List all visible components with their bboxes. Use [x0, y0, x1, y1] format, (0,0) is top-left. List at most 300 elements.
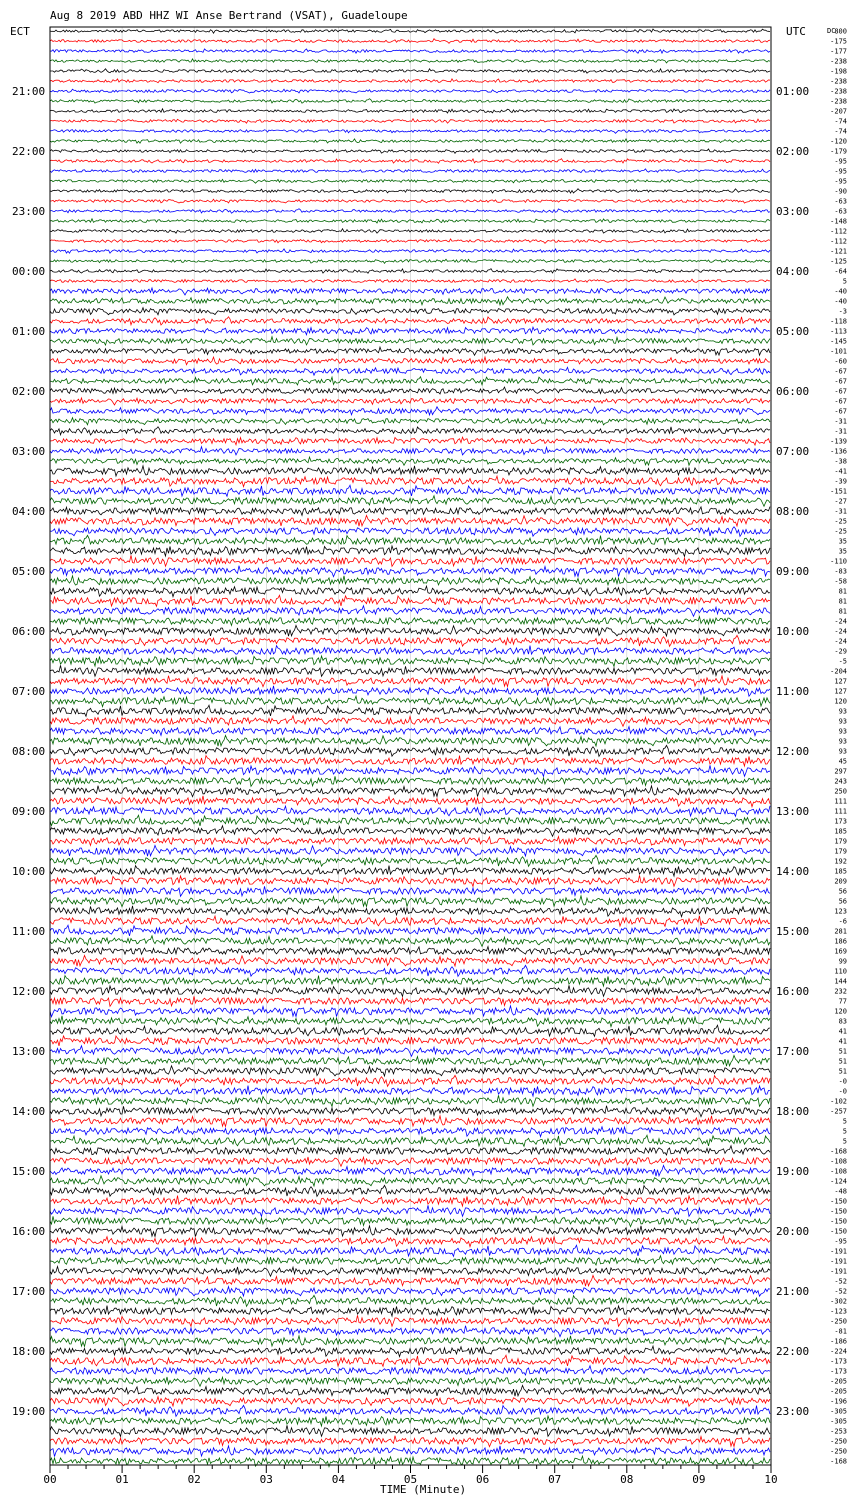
trace-offset-label: -173	[830, 1357, 847, 1366]
right-hour-label: 09:00	[776, 565, 810, 578]
right-hour-label: 01:00	[776, 85, 810, 98]
trace-offset-label: -191	[830, 1247, 847, 1256]
trace-offset-label: -250	[830, 1447, 847, 1456]
trace-line	[50, 418, 770, 425]
trace-offset-label: 192	[834, 857, 847, 866]
trace-offset-label: -38	[834, 457, 847, 466]
trace-offset-label: 173	[834, 817, 847, 826]
trace-offset-label: -25	[834, 517, 847, 526]
trace-line	[50, 1165, 770, 1176]
right-hour-label: 20:00	[776, 1225, 810, 1238]
trace-offset-label: 120	[834, 1007, 847, 1016]
trace-offset-label: -31	[834, 507, 847, 516]
trace-line	[50, 59, 770, 63]
trace-line	[50, 1405, 770, 1416]
trace-line	[50, 179, 770, 183]
trace-line	[50, 457, 770, 465]
trace-line	[50, 347, 770, 355]
trace-line	[50, 288, 770, 295]
trace-offset-label: 179	[834, 837, 847, 846]
trace-line	[50, 199, 770, 203]
trace-offset-label: -95	[834, 157, 847, 166]
trace-offset-label: 5	[842, 277, 847, 286]
trace-offset-label: 127	[834, 687, 847, 696]
trace-offset-label: -145	[830, 337, 847, 346]
left-hour-label: 13:00	[12, 1045, 46, 1058]
trace-line	[50, 896, 770, 907]
trace-offset-label: -74	[834, 127, 847, 136]
trace-line	[50, 696, 770, 707]
trace-offset-label: 185	[834, 827, 847, 836]
trace-offset-label: 93	[838, 737, 847, 746]
trace-offset-label: -3	[838, 307, 847, 316]
right-hour-labels	[776, 85, 809, 1418]
right-hour-label: 05:00	[776, 325, 810, 338]
trace-line	[50, 387, 770, 394]
minute-gridlines	[122, 27, 699, 1465]
trace-offset-label: -179	[830, 147, 847, 156]
left-hour-label: 02:00	[12, 385, 46, 398]
trace-line	[50, 1075, 770, 1086]
trace-line	[50, 546, 770, 556]
trace-line	[50, 1036, 770, 1046]
trace-line	[50, 665, 770, 676]
trace-line	[50, 99, 770, 104]
trace-offset-label: -175	[830, 37, 847, 46]
trace-line	[50, 1287, 770, 1297]
trace-line	[50, 139, 770, 143]
left-hour-label: 09:00	[12, 805, 46, 818]
left-hour-label: 14:00	[12, 1105, 46, 1118]
trace-line	[50, 1127, 770, 1137]
right-hour-label: 02:00	[776, 145, 810, 158]
trace-line	[50, 1355, 770, 1366]
trace-line	[50, 159, 770, 164]
trace-offset-label: -150	[830, 1217, 847, 1226]
trace-line	[50, 1196, 770, 1206]
trace-line	[50, 49, 770, 53]
trace-offset-label: -102	[830, 1097, 847, 1106]
trace-line	[50, 1377, 770, 1386]
trace-line	[50, 936, 770, 947]
trace-line	[50, 1006, 770, 1017]
trace-line	[50, 29, 770, 33]
trace-offset-label: 77	[838, 997, 847, 1006]
trace-offset-label: -186	[830, 1337, 847, 1346]
trace-offset-label: 179	[834, 847, 847, 856]
trace-line	[50, 1176, 770, 1186]
trace-offset-label: 81	[838, 587, 847, 596]
trace-offset-label: -64	[834, 267, 847, 276]
trace-offset-label: -112	[830, 237, 847, 246]
trace-line	[50, 149, 770, 153]
trace-offset-label: -191	[830, 1267, 847, 1276]
trace-offset-label: 99	[838, 957, 847, 966]
trace-line	[50, 377, 770, 385]
trace-line	[50, 786, 770, 797]
trace-offset-label: -205	[830, 1377, 847, 1386]
trace-offset-label: 81	[838, 597, 847, 606]
trace-offset-label: -67	[834, 387, 847, 396]
trace-offset-label: -124	[830, 1177, 847, 1186]
trace-line	[50, 1275, 770, 1286]
trace-offset-label: -250	[830, 1317, 847, 1326]
trace-line	[50, 169, 770, 173]
trace-offset-label: 111	[834, 807, 847, 816]
trace-offset-label: -207	[830, 107, 847, 116]
trace-offset-label: 127	[834, 677, 847, 686]
trace-line	[50, 308, 770, 315]
right-hour-label: 21:00	[776, 1285, 810, 1298]
trace-offset-label: -136	[830, 447, 847, 456]
right-hour-label: 12:00	[776, 745, 810, 758]
trace-offset-label: 45	[838, 757, 847, 766]
trace-offset-label: -95	[834, 1237, 847, 1246]
trace-line	[50, 249, 770, 253]
trace-offset-label: -204	[830, 667, 847, 676]
right-hour-label: 18:00	[776, 1105, 810, 1118]
trace-line	[50, 996, 770, 1007]
x-tick-label: 06	[475, 1473, 490, 1486]
trace-line	[50, 1326, 770, 1337]
trace-offset-label: -253	[830, 1427, 847, 1436]
left-hour-label: 17:00	[12, 1285, 46, 1298]
trace-line	[50, 735, 770, 746]
trace-line	[50, 1055, 770, 1066]
x-tick-label: 01	[115, 1473, 129, 1486]
trace-line	[50, 1226, 770, 1237]
trace-line	[50, 1245, 770, 1256]
trace-line	[50, 1436, 770, 1447]
trace-line	[50, 527, 770, 537]
trace-line	[50, 625, 770, 636]
trace-offset-label: -305	[830, 1407, 847, 1416]
trace-line	[50, 219, 770, 223]
trace-line	[50, 1157, 770, 1167]
left-hour-label: 04:00	[12, 505, 46, 518]
trace-offset-label: -67	[834, 397, 847, 406]
trace-line	[50, 69, 770, 73]
trace-line	[50, 1397, 770, 1407]
trace-line	[50, 1267, 770, 1277]
trace-line	[50, 955, 770, 966]
trace-line	[50, 1106, 770, 1117]
trace-line	[50, 1086, 770, 1096]
trace-offset-label: -52	[834, 1287, 847, 1296]
trace-offset-label: -196	[830, 1397, 847, 1406]
trace-offset-label: 123	[834, 907, 847, 916]
trace-offset-label: -24	[834, 627, 847, 636]
trace-offset-label: -121	[830, 247, 847, 256]
trace-offset-label: 41	[838, 1027, 847, 1036]
trace-line	[50, 965, 770, 976]
trace-offset-label: 41	[838, 1037, 847, 1046]
trace-offset-label: 93	[838, 747, 847, 756]
trace-offset-label: -90	[834, 187, 847, 196]
trace-line	[50, 1025, 770, 1036]
trace-line	[50, 297, 770, 305]
trace-offset-label: 51	[838, 1057, 847, 1066]
trace-offset-label: -74	[834, 117, 847, 126]
trace-line	[50, 1095, 770, 1106]
trace-offset-label: 144	[834, 977, 847, 986]
trace-offset-label: -238	[830, 77, 847, 86]
trace-offset-label: 81	[838, 607, 847, 616]
x-tick-label: 07	[548, 1473, 562, 1486]
trace-offset-label: 35	[838, 547, 847, 556]
trace-offset-label: -81	[834, 1327, 847, 1336]
trace-line	[50, 1385, 770, 1396]
trace-line	[50, 1425, 770, 1436]
trace-line	[50, 1416, 770, 1426]
trace-offset-label: 243	[834, 777, 847, 786]
right-hour-label: 07:00	[776, 445, 810, 458]
trace-offset-label: 93	[838, 707, 847, 716]
trace-line	[50, 1315, 770, 1326]
trace-line	[50, 845, 770, 856]
trace-line	[50, 855, 770, 866]
x-axis-label: TIME (Minute)	[380, 1483, 467, 1496]
trace-line	[50, 765, 770, 776]
trace-line	[50, 1146, 770, 1155]
trace-offset-label: 185	[834, 867, 847, 876]
trace-offset-label: -25	[834, 527, 847, 536]
trace-line	[50, 1236, 770, 1247]
left-hour-label: 19:00	[12, 1405, 46, 1418]
trace-offset-label: -112	[830, 227, 847, 236]
trace-offset-label: -125	[830, 257, 847, 266]
trace-line	[50, 745, 770, 756]
trace-line	[50, 635, 770, 646]
trace-line	[50, 886, 770, 897]
trace-line	[50, 1216, 770, 1227]
trace-offset-label: -31	[834, 427, 847, 436]
trace-line	[50, 1205, 770, 1216]
trace-line	[50, 686, 770, 696]
trace-line	[50, 1185, 770, 1196]
left-hour-label: 16:00	[12, 1225, 46, 1238]
trace-line	[50, 815, 770, 826]
x-tick-label: 00	[43, 1473, 57, 1486]
trace-offset-label: 93	[838, 727, 847, 736]
trace-offset-label: -205	[830, 1387, 847, 1396]
trace-offset-label: 111	[834, 797, 847, 806]
trace-offset-label: 120	[834, 697, 847, 706]
trace-line	[50, 357, 770, 365]
trace-offset-label: -150	[830, 1227, 847, 1236]
trace-line	[50, 485, 770, 496]
trace-line	[50, 586, 770, 597]
right-hour-label: 06:00	[776, 385, 810, 398]
x-tick-label: 05	[403, 1473, 418, 1486]
trace-offset-label: 169	[834, 947, 847, 956]
trace-offset-label: -118	[830, 317, 847, 326]
left-timezone-label: ECT	[10, 25, 30, 38]
trace-line	[50, 327, 770, 335]
trace-line	[50, 806, 770, 816]
right-hour-label: 08:00	[776, 505, 810, 518]
left-hour-label: 22:00	[12, 145, 46, 158]
left-hour-label: 12:00	[12, 985, 46, 998]
trace-line	[50, 906, 770, 917]
trace-line	[50, 79, 770, 83]
trace-offset-label: 56	[838, 897, 847, 906]
left-hour-label: 05:00	[12, 565, 46, 578]
trace-line	[50, 826, 770, 837]
trace-offset-label: -58	[834, 577, 847, 586]
trace-line	[50, 617, 770, 626]
trace-line	[50, 727, 770, 736]
trace-line	[50, 1016, 770, 1027]
trace-offset-label: -29	[834, 647, 847, 656]
trace-offset-label: -198	[830, 67, 847, 76]
offset-header: DC	[827, 27, 836, 35]
right-hour-label: 16:00	[776, 985, 810, 998]
left-hour-label: 18:00	[12, 1345, 46, 1358]
trace-line	[50, 279, 770, 283]
trace-line	[50, 576, 770, 585]
trace-line	[50, 189, 770, 193]
trace-offset-label: -123	[830, 1307, 847, 1316]
trace-offset-label: 186	[834, 937, 847, 946]
left-hour-label: 03:00	[12, 445, 46, 458]
right-hour-label: 19:00	[776, 1165, 810, 1178]
trace-offset-label: -0	[838, 1087, 847, 1096]
trace-line	[50, 1446, 770, 1457]
trace-line	[50, 1066, 770, 1076]
trace-line	[50, 866, 770, 876]
trace-offset-label: 5	[842, 1127, 847, 1136]
trace-offset-label: -238	[830, 87, 847, 96]
trace-offset-label: 51	[838, 1047, 847, 1056]
x-tick-label: 10	[764, 1473, 778, 1486]
trace-offset-label: -24	[834, 637, 847, 646]
trace-line	[50, 796, 770, 807]
trace-line	[50, 466, 770, 476]
trace-line	[50, 515, 770, 526]
trace-offset-label: -177	[830, 47, 847, 56]
trace-offset-label: -113	[830, 327, 847, 336]
trace-line	[50, 39, 770, 44]
trace-line	[50, 1046, 770, 1057]
trace-line	[50, 837, 770, 846]
trace-offset-label: 232	[834, 987, 847, 996]
trace-line	[50, 1256, 770, 1265]
trace-offset-label: -6	[838, 917, 847, 926]
trace-line	[50, 646, 770, 655]
trace-line	[50, 496, 770, 507]
trace-line	[50, 756, 770, 766]
trace-offset-label: -173	[830, 1367, 847, 1376]
trace-offset-label: 281	[834, 927, 847, 936]
trace-offset-label: 250	[834, 787, 847, 796]
trace-line	[50, 1116, 770, 1127]
x-tick-label: 09	[692, 1473, 706, 1486]
trace-line	[50, 337, 770, 345]
trace-offset-label: -31	[834, 417, 847, 426]
trace-line	[50, 985, 770, 996]
trace-line	[50, 427, 770, 435]
left-hour-label: 07:00	[12, 685, 46, 698]
trace-offset-label: -101	[830, 347, 847, 356]
right-hour-label: 11:00	[776, 685, 810, 698]
left-hour-label: 15:00	[12, 1165, 46, 1178]
trace-offset-label: -151	[830, 487, 847, 496]
trace-offset-label: -238	[830, 57, 847, 66]
right-hour-label: 14:00	[776, 865, 810, 878]
trace-offset-label: -224	[830, 1347, 847, 1356]
trace-offset-label: -120	[830, 137, 847, 146]
trace-line	[50, 229, 770, 234]
x-tick-label: 04	[331, 1473, 346, 1486]
trace-offset-labels	[827, 27, 847, 1466]
trace-line	[50, 476, 770, 487]
trace-offset-label: -238	[830, 97, 847, 106]
right-hour-label: 15:00	[776, 925, 810, 938]
trace-line	[50, 1306, 770, 1316]
trace-offset-label: -67	[834, 407, 847, 416]
right-timezone-label: UTC	[786, 25, 806, 38]
trace-offset-label: -110	[830, 557, 847, 566]
left-hour-labels	[12, 85, 45, 1418]
trace-line	[50, 916, 770, 926]
trace-line	[50, 119, 770, 124]
trace-offset-label: -305	[830, 1417, 847, 1426]
trace-offset-label: 297	[834, 767, 847, 776]
trace-line	[50, 976, 770, 986]
trace-offset-label: -5	[838, 657, 847, 666]
x-tick-label: 02	[187, 1473, 201, 1486]
trace-offset-label: -168	[830, 1457, 847, 1466]
trace-line	[50, 1346, 770, 1357]
trace-line	[50, 407, 770, 415]
trace-line	[50, 259, 770, 263]
trace-line	[50, 507, 770, 516]
trace-offset-label: 800	[834, 27, 847, 36]
trace-line	[50, 555, 770, 566]
trace-offset-label: -0	[838, 1077, 847, 1086]
trace-offset-label: -63	[834, 207, 847, 216]
trace-offset-label: 83	[838, 1017, 847, 1026]
trace-offset-label: -41	[834, 467, 847, 476]
trace-offset-label: -257	[830, 1107, 847, 1116]
trace-line	[50, 89, 770, 93]
trace-line	[50, 1135, 770, 1146]
right-hour-label: 17:00	[776, 1045, 810, 1058]
trace-offset-label: -52	[834, 1277, 847, 1286]
trace-line	[50, 437, 770, 445]
trace-line	[50, 656, 770, 666]
right-hour-label: 03:00	[776, 205, 810, 218]
trace-offset-label: -67	[834, 377, 847, 386]
trace-offset-label: -95	[834, 167, 847, 176]
trace-line	[50, 109, 770, 113]
left-hour-label: 11:00	[12, 925, 46, 938]
left-hour-label: 08:00	[12, 745, 46, 758]
trace-line	[50, 209, 770, 214]
trace-line	[50, 239, 770, 243]
x-tick-label: 08	[620, 1473, 634, 1486]
right-hour-label: 22:00	[776, 1345, 810, 1358]
trace-offset-label: -27	[834, 497, 847, 506]
trace-offset-label: 93	[838, 717, 847, 726]
trace-line	[50, 947, 770, 956]
trace-line	[50, 566, 770, 577]
trace-offset-label: -139	[830, 437, 847, 446]
left-hour-label: 06:00	[12, 625, 46, 638]
trace-offset-label: 56	[838, 887, 847, 896]
trace-offset-label: -67	[834, 367, 847, 376]
